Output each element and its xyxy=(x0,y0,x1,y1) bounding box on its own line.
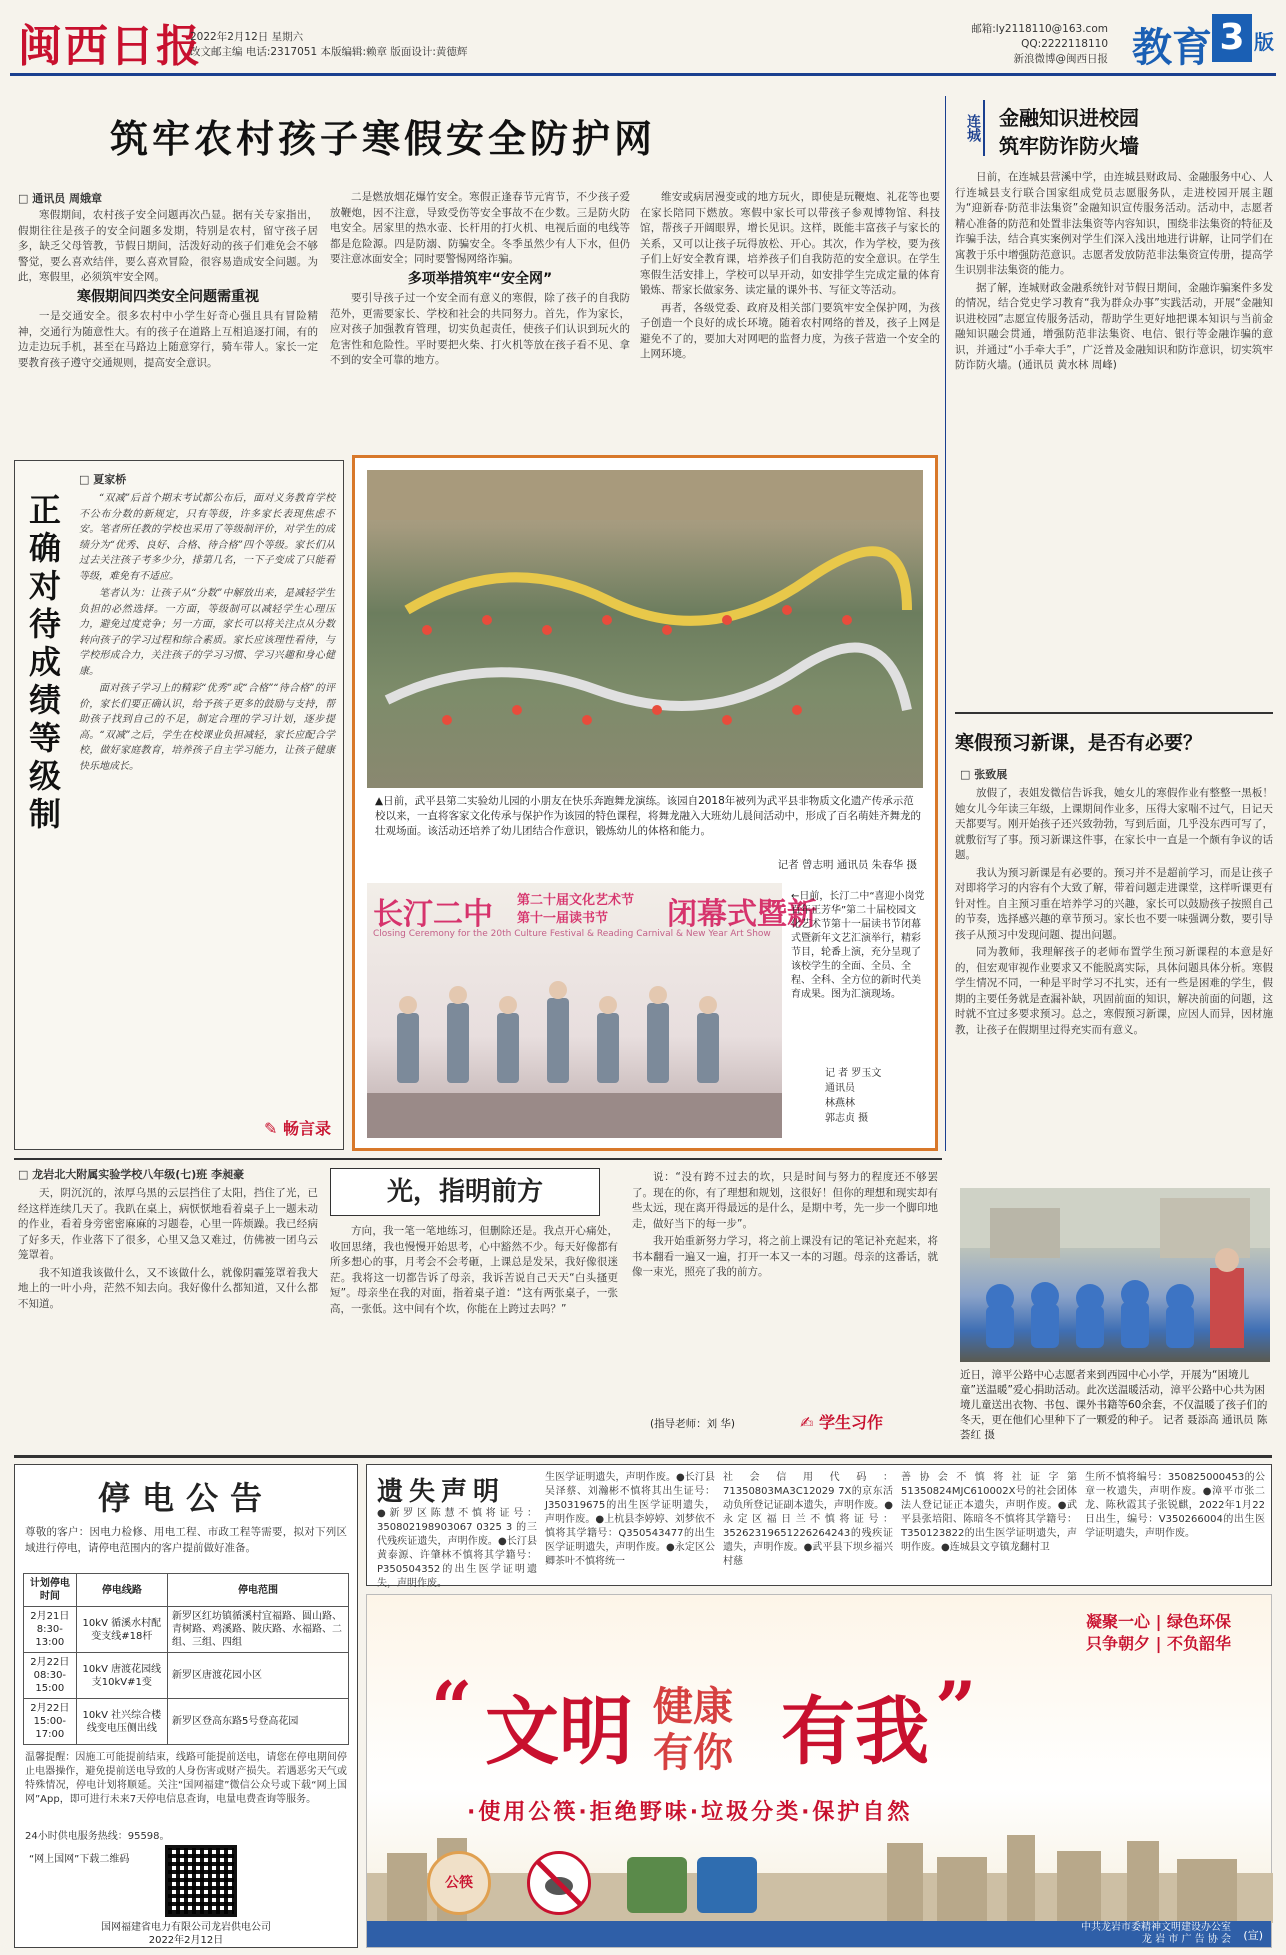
stage-caption: ←日前，长汀二中“喜迎小岗党 百年正芳华”第二十届校园文化艺术节第十一届读书节闭幕式暨新年文艺汇演举行，精彩节目，轮番上演，充分呈现了该校学生的全面、全员、全程、全科、全方位的新时代美育成果。图为汇演现场。 xyxy=(791,891,925,1000)
ad-big-word-1: 文明 xyxy=(485,1689,633,1775)
lianc-tag: 连城 xyxy=(955,100,985,156)
ad-close-quote: ” xyxy=(935,1665,977,1750)
ad-big-word-4: 有我 xyxy=(781,1689,929,1775)
ad-slogan-1: 凝聚一心 | 绿色环保 xyxy=(1086,1612,1231,1631)
stage-banner-line1: 第二十届文化艺术节 xyxy=(517,893,635,908)
page-suffix: 版 xyxy=(1254,30,1274,54)
stage-credit-2: 通讯员 xyxy=(825,1083,855,1094)
stage-credit xyxy=(825,1066,925,1126)
masthead xyxy=(10,10,1276,76)
charity-photo-art xyxy=(960,1188,1270,1362)
lead-subhead-2: 多项举措筑牢“安全网” xyxy=(407,270,553,287)
outage-notice xyxy=(14,1464,358,1948)
lost-notices xyxy=(366,1464,1272,1589)
lead-col-2-p2: 要引导孩子过一个安全而有意义的寒假，除了孩子的自我防范外，更需要家长、学校和社会的共同努力。首先，作为家长，应对孩子加强教育管理，切实负起责任，使孩子们认识到玩火的危害性和危险性。平时要把火柴、打火机等放在孩子看不见、拿不到的安全可靠的地方。 xyxy=(330,292,630,366)
photo-frame xyxy=(352,455,938,1151)
lead-col-2 xyxy=(330,190,630,448)
outage-cell-area: 新罗区登高东路5号登高花园 xyxy=(168,1699,349,1745)
feature-title-char-0: 正 xyxy=(28,491,61,529)
outage-intro: 尊敬的客户：因电力检修、用电工程、市政工程等需要，拟对下列区域进行停电，请停电范围内的客户提前做好准备。 xyxy=(25,1526,347,1554)
lost-title: 遗失声明 xyxy=(377,1477,506,1507)
table-row xyxy=(24,1607,349,1653)
outage-header-time: 计划停电时间 xyxy=(24,1574,77,1607)
dragon-dance-art xyxy=(367,470,923,788)
ad-skyline-art xyxy=(367,1833,1273,1923)
outage-table xyxy=(23,1573,349,1745)
lead-subhead-1: 寒假期间四类安全问题需重视 xyxy=(77,288,259,305)
lost-col-4: 善协会不慎将社证字第51350824MJC610002X号的社会团体法人登记证正本遗失，声明作废。●武平县张培阳、陈暗冬不慎将其学籍号：T350123822的出生医学证明遗失，声明作废。●连城县文亨镇龙翻村卫 xyxy=(901,1472,1077,1553)
ad-big-word-3: 有你 xyxy=(653,1729,733,1776)
outage-table-header xyxy=(24,1574,349,1607)
table-row xyxy=(24,1699,349,1745)
feature-title-char-2: 对 xyxy=(28,567,61,605)
feature-badge-label: 畅言录 xyxy=(282,1119,331,1138)
review-byline: □ 张致展 xyxy=(960,768,1008,781)
lianc-header xyxy=(955,100,1275,160)
outage-hotline: 24小时供电服务热线：95598。 xyxy=(25,1831,170,1842)
no-wild-animal-icon xyxy=(527,1851,591,1915)
outage-cell-time: 2月21日 8:30-13:00 xyxy=(24,1607,77,1653)
essay-title: 光，指明前方 xyxy=(330,1168,600,1216)
outage-header-line: 停电线路 xyxy=(76,1574,167,1607)
outage-cell-area: 新罗区红坊镇循溪村宜福路、圆山路、青树路、鸡溪路、陂庆路、水福路、二组、三组、四组 xyxy=(168,1607,349,1653)
lead-byline: □ 通讯员 周娥章 xyxy=(18,192,103,205)
lost-col-3: 社会信用代码：71350803MA3C12029 7X的京东活动负所登记证副本遗失，声明作废。●永定区福日兰不慎将证号：35262319651226264243的残疾证遗失，声明作废。●武平县下坝乡福兴村慈 xyxy=(723,1472,893,1567)
lost-col-5: 生所不慎将编号：350825000453的公章一枚遗失，声明作废。●漳平市张二龙、陈秋霞其子张锐麒，2022年1月22日出生，编号：V350266004的出生医学证明遗失，声明作废。 xyxy=(1085,1472,1265,1539)
lead-col-3 xyxy=(640,190,940,448)
feature-badge xyxy=(264,1116,331,1139)
outage-table-wrap xyxy=(23,1573,349,1745)
plate-label: 公筷 xyxy=(445,1875,473,1891)
lead-col-3-p2: 再者，各级党委、政府及相关部门要筑牢安全保护网，为孩子创造一个良好的成长环境。随着农村网络的普及，孩子上网是避免不了的，要加大对网吧的监督力度，为孩子营造一个安全的上网环境。 xyxy=(640,301,940,360)
outage-cell-line: 10kV 唐渡花园线支10kV#1变 xyxy=(76,1653,167,1699)
feature-vertical-title xyxy=(25,491,65,833)
dragon-dance-credit: 记者 曾志明 通讯员 朱春华 摄 xyxy=(777,859,917,871)
review-headline: 寒假预习新课，是否有必要？ xyxy=(955,732,1203,754)
plate-chopsticks-icon xyxy=(427,1851,491,1915)
newspaper-logo: 闽西日报 xyxy=(18,21,202,72)
charity-photo xyxy=(960,1188,1270,1362)
ad-sponsor-tag: (宣) xyxy=(1243,1929,1263,1942)
outage-cell-line: 10kV 循溪水村配变支线#18杆 xyxy=(76,1607,167,1653)
ad-footer-bar xyxy=(367,1921,1271,1947)
app-download-qr-code[interactable] xyxy=(165,1845,237,1917)
feature-title-char-8: 制 xyxy=(28,795,61,833)
outage-issuer-block xyxy=(15,1921,357,1947)
ad-slogans xyxy=(1086,1611,1231,1655)
dragon-dance-caption-text: ▲日前，武平县第二实验幼儿园的小朋友在快乐奔跑舞龙演练。该园自2018年被列为武平县非物质文化遗产传承示范校以来，一直将客家文化传承与保护作为该园的特色课程，将舞龙融入大班幼儿晨间活动中，形成了百名萌娃齐舞龙的壮观场面。该活动还培养了幼儿团结合作意识，锻炼幼儿的体格和能力。 xyxy=(375,795,921,837)
trash-bin-icon xyxy=(697,1857,757,1913)
stage-credit-1: 记 者 罗玉文 xyxy=(825,1068,882,1079)
outage-issuer: 国网福建省电力有限公司龙岩供电公司 xyxy=(101,1922,271,1933)
lianc-title-2: 筑牢防诈防火墙 xyxy=(999,134,1139,158)
feature-title-char-7: 级 xyxy=(28,757,61,795)
dragon-dance-caption xyxy=(375,794,923,858)
civility-ad xyxy=(366,1594,1272,1948)
lead-col-1 xyxy=(18,208,318,448)
recycle-bin-icon xyxy=(627,1857,687,1913)
ad-line: ·使用公筷·拒绝野味·垃圾分类·保护自然 xyxy=(467,1800,913,1825)
outage-footer: 温馨提醒：因施工可能提前结束，线路可能提前送电，请您在停电期间停止电器操作，避免提前送电导致的人身伤害或财产损失。若遇恶劣天气或特殊情况，停电计划将顺延。关注“国网福建”微信公众号或下载“网上国网”App，即可进行未来7天停电信息查询，电量电费查询等服务。 xyxy=(25,1752,347,1805)
contact-info xyxy=(928,22,1108,67)
feature-body xyxy=(79,491,335,1111)
issue-meta xyxy=(190,30,467,60)
pen-icon: ✍ xyxy=(800,1413,814,1432)
section-name: 教育 xyxy=(1132,25,1212,71)
feature-body-p1: “双减”后首个期末考试都公布后，面对义务教育学校不公布分数的新规定，只有等级，许多家长表现焦虑不安。笔者所任教的学校也采用了等级制评价，对学生的成绩分为“优秀、良好、合格、待合格”四个等级。家长们从过去关注孩子考多少分，排第几名，一下子变成了只能看等级，难免有不适应。 xyxy=(79,493,335,582)
outage-header-area: 停电范围 xyxy=(168,1574,349,1607)
essay-col-2 xyxy=(330,1224,618,1444)
stage-credit-4: 郭志贞 摄 xyxy=(825,1113,869,1124)
ad-sponsors xyxy=(1081,1922,1231,1946)
quill-icon: ✎ xyxy=(264,1119,278,1138)
feature-body-p3: 面对孩子学习上的精彩“优秀”或“合格”“待合格”的评价，家长们要正确认识，给予孩子更多的鼓励与支持，帮助孩子找到自己的不足，制定合理的学习计划，逐步提高。“双减”之后，学生在校课业负担减轻，家长应配合学校，做好家庭教育，培养孩子自主学习能力，让孩子健康快乐地成长。 xyxy=(79,683,335,772)
contact-weibo: 新浪微博@闽西日报 xyxy=(1013,53,1108,65)
lianc-body-p2: 据了解，连城财政金融系统针对节假日期间，金融诈骗案件多发的情况，结合党史学习教育“我为群众办事”实践活动，开展“金融知识进校园”志愿宣传服务活动，帮助学生更好地把课本知识与当前金融知识融会贯通，增强防范非法集资、电信、银行等金融诈骗的意识，并通过“小手牵大手”，广泛普及金融知识和防诈意识，切实筑牢防诈防火墙。(通讯员 黄水林 周峰) xyxy=(955,281,1273,371)
ad-open-quote: “ xyxy=(431,1665,473,1750)
outage-cell-time: 2月22日 15:00-17:00 xyxy=(24,1699,77,1745)
stage-banner-line2: 第十一届读书节 xyxy=(517,911,609,926)
review-body xyxy=(955,786,1273,1182)
lead-col-3-p1: 维安或病居漫变或的地方玩火，即使是玩鞭炮、礼花等也要在家长陪同下燃放。寒假中家长可以带孩子参观博物馆、科技馆，帮孩子开阔眼界，增长见识。这样，既能丰富孩子与家长的关系，又可以让孩子玩得放松、开心。其次，作为学校，要为孩子们上好安全教育课，培养孩子们自我防范的安全意识。在学生寒假生活安排上，学校可以早开动，如安排学生完成定量的体育锻炼、帮家长做家务、读定量的课外书、写征文等活动。 xyxy=(640,191,940,296)
no-wild-animal-glyph xyxy=(530,1854,588,1912)
essay-teacher: (指导老师：刘 华) xyxy=(650,1418,736,1430)
feature-body-p2: 笔者认为：让孩子从“分数”中解放出来，是减轻学生负担的必然选择。一方面，等级制可以减轻学生心理压力，避免过度竞争；另一方面，家长可以将关注点从分数转向孩子的学习过程和综合素质。家长应该理性看待，与学校形成合力，关注孩子的学习习惯、学习兴趣和身心健康。 xyxy=(79,588,335,677)
page-number: 3 xyxy=(1212,14,1252,62)
outage-qr-label: “网上国网”下载二维码 xyxy=(29,1854,130,1865)
lead-col-1-p1: 寒假期间，农村孩子安全问题再次凸显。据有关专家指出，假期往往是孩子的安全问题多发期，特别是农村，留守孩子居多，缺乏父母管教，节假日期间，活泼好动的孩子们难免会不够警觉，要么喜欢结伴，要么喜欢冒险，很容易造成安全问题。为此，寒假里，必须筑牢安全网。 xyxy=(18,209,318,283)
dragon-dance-photo xyxy=(367,470,923,788)
outage-cell-time: 2月22日 08:30-15:00 xyxy=(24,1653,77,1699)
feature-title-char-3: 待 xyxy=(28,605,61,643)
essay-col-1-p1: 天，阴沉沉的，浓厚乌黑的云层挡住了太阳，挡住了光，已经这样连续几天了。我趴在桌上，病恹恹地看着桌子上一题未动的作业，看着身旁密密麻麻的习题卷，心里一阵烦躁。我已经病了好多天，作业落下了很多，心里又急又难过，仿佛被一团乌云笼罩着。 xyxy=(18,1187,318,1261)
review-body-p2: 我认为预习新课是有必要的。预习并不是超前学习，而是让孩子对即将学习的内容有个大致了解，带着问题走进课堂，这样听课更有针对性。自主预习重在培养学习的兴趣，家长可以鼓励孩子按照自己的节奏，选择感兴趣的章节预习。家长也不要一味强调分数，要引导孩子从预习中发现问题、提出问题。 xyxy=(955,866,1273,941)
essay-col-3-p2: 我开始重新努力学习，将之前上课没有记的笔记补充起来，将书本翻看一遍又一遍，打开一本又一本的习题。母亲的这番话，就像一束光，照亮了我的前方。 xyxy=(632,1235,938,1278)
essay-col-3 xyxy=(632,1170,938,1400)
essay-badge-label: 学生习作 xyxy=(818,1413,883,1432)
contact-qq: QQ:2222118110 xyxy=(1021,38,1108,50)
review-body-p3: 同为教师，我理解孩子的老师布置学生预习新课程的本意是好的，但宏观审视作业要求又不能脱离实际，具体问题具体分析。寒假学生情况不同，一种是平时学习不扎实，还有一些是困难的学生，假期的主要任务就是查漏补缺，巩固前面的知识，解决前面的问题，这时就不宜过多要求预习。总之，寒假预习新课，应因人而异，因材施教，让孩子在假期里过得充实而有意义。 xyxy=(955,946,1273,1036)
stage-performers-art xyxy=(367,973,782,1138)
outage-issue-date: 2022年2月12日 xyxy=(148,1935,224,1946)
stage-credit-3: 林燕林 xyxy=(825,1098,855,1109)
stage-banner-school: 长汀二中 xyxy=(373,897,493,932)
outage-title: 停电公告 xyxy=(97,1479,274,1517)
column-rule-right xyxy=(945,96,946,1151)
charity-photo-caption: 近日，漳平公路中心志愿者来到西园中心小学，开展为“困境儿童”送温暖”爱心捐助活动。此次送温暖活动，漳平公路中心共为困境儿童送出衣物、书包、课外书籍等60余套，不仅温暖了孩子们的冬天，更在他们心里种下了一颗爱的种子。 记者 聂添高 通讯员 陈荟红 摄 xyxy=(960,1369,1268,1441)
issue-date: 2022年2月12日 星期六 xyxy=(190,31,304,43)
essay-badge xyxy=(800,1410,883,1433)
feature-title-char-6: 等 xyxy=(28,719,61,757)
feature-title-char-4: 成 xyxy=(28,643,61,681)
feature-byline: □ 夏家桥 xyxy=(79,473,127,486)
outage-cell-line: 10kV 社兴综合楼线变电压侧出线 xyxy=(76,1699,167,1745)
essay-col-3-p1: 说：“没有跨不过去的坎，只是时间与努力的程度还不够罢了。现在的你，有了理想和规划，这很好！但你的理想和现实却有些太远，现在离开得最远的是什么，是期中考，先一步一个脚印地走，做好当下的每一步”。 xyxy=(632,1171,938,1230)
feature-box xyxy=(14,460,344,1150)
stage-banner-en: Closing Ceremony for the 20th Culture Festival & Reading Carnival & New Year Art Show xyxy=(373,929,771,939)
essay-byline: □ 龙岩北大附属实验学校八年级(七)班 李昶豪 xyxy=(18,1168,245,1181)
lead-col-1-p2: 一是交通安全。很多农村中小学生好奇心强且具有冒险精神，交通行为随意性大。有的孩子在道路上互相追逐打闹，有的边走边玩手机，甚至在马路边上随意穿行，骑车带人。家长一定要教育孩子遵守交通规则，提高安全意识。 xyxy=(18,310,318,369)
essay-col-2-p1: 方向，我一笔一笔地练习，但删除还是。我点开心痛处，收回思绪，我也慢慢开始思考，心中豁然不少。每天好像都有所多想心的事，月考会不会考砸，上课总是发呆，我好像很迷茫。我将这一切都告诉了母亲，我诉苦说自己天天“白头搔更短”。母亲坐在我的对面，指着桌子道：“这有两张桌子，一张高，一张低。这中间有个坎，你能在上跨过去吗？” xyxy=(330,1225,618,1315)
essay-col-1-p2: 我不知道我该做什么，又不该做什么，就像阴霾笼罩着我大地上的一叶小舟，茫然不知去向。我好像什么都知道，又什么都不知道。 xyxy=(18,1266,318,1310)
stage-photo xyxy=(367,883,817,1138)
feature-title-char-5: 绩 xyxy=(28,681,61,719)
issue-editors: 改文邮主编 电话:2317051 本版编辑:赖章 版面设计:黄德辉 xyxy=(190,46,468,58)
lianc-body-p1: 日前，在连城县营溪中学，由连城县财政局、金融服务中心、人行连城县支行联合国家组成党员志愿服务队，走进校园开展主题为“迎新春·防范非法集资”金融知识宣传服务活动。活动中，志愿者精心准备的防范和处置非法集资等内容知识，围绕非法集资的特征及诈骗手法，结合真实案例对学生们深入浅出地进行讲解，让同学们在寓教于乐中增强防范意识。志愿者发放防范非法集资宣传册，提高学生识别非法集资的能力。 xyxy=(955,171,1273,276)
lianc-title-1: 金融知识进校园 xyxy=(999,106,1139,130)
ad-big-word-2: 健康 xyxy=(653,1683,733,1730)
table-row xyxy=(24,1653,349,1699)
contact-email: 邮箱:ly2118110@163.com xyxy=(971,23,1108,35)
essay-top-rule xyxy=(14,1158,942,1160)
stage-banner-end: 闭幕式暨新 xyxy=(667,897,817,932)
lost-col-1: ●新罗区陈慧不慎将证号：350802198903067 0325 3 的三代残疾证遗失，声明作废。●长汀县黄泰源、许肇林不慎将其学籍号：P350504352的出生医学证明遗失，声明作废。 xyxy=(377,1508,537,1589)
feature-title-char-1: 确 xyxy=(28,529,61,567)
ad-slogan-2: 只争朝夕 | 不负韶华 xyxy=(1086,1634,1231,1653)
review-top-rule xyxy=(955,712,1273,714)
essay-col-1 xyxy=(18,1186,318,1444)
ad-sponsor-2: 龙 岩 市 广 告 协 会 xyxy=(1141,1934,1231,1945)
lead-col-2-p1: 二是燃放烟花爆竹安全。寒假正逢春节元宵节，不少孩子爱放鞭炮，因不注意，导致受伤等安全事故不在少数。三是防火防电安全。居家里的热水壶、长杆用的打火机、电视后面的电线等都是危险源。四是防溺、防骗安全。冬季虽然少有人下水，但仍要注意冰面安全；同时要警惕网络诈骗。 xyxy=(330,191,630,265)
lost-col-2: 生医学证明遗失，声明作废。●长汀县吴泽蔡、刘瀚彬不慎将其出生证号：J350319675的出生医学证明遗失，声明作废。●上杭县李婷婷、刘梦依不慎将其学籍号：Q350543477的出生医学证明遗失，声明作废。●永定区公卿茶叶不慎将统一 xyxy=(545,1472,715,1567)
lead-headline: 筑牢农村孩子寒假安全防护网 xyxy=(110,116,657,161)
outage-cell-area: 新罗区唐渡花园小区 xyxy=(168,1653,349,1699)
bottom-rule xyxy=(14,1455,1272,1458)
review-body-p1: 放假了，表姐发微信告诉我，她女儿的寒假作业有整整一黑板！她女儿今年读三年级，上课期间作业多，压得大家喘不过气，日记天天都要写。刚开始孩子还兴致勃勃，写到后面，几乎没东西可写了，就敷衍写了事。预习新课这件事，在家长中一直是一个颇有争议的话题。 xyxy=(955,787,1273,861)
ad-sponsor-1: 中共龙岩市委精神文明建设办公室 xyxy=(1081,1922,1231,1933)
lianc-body xyxy=(955,170,1273,700)
